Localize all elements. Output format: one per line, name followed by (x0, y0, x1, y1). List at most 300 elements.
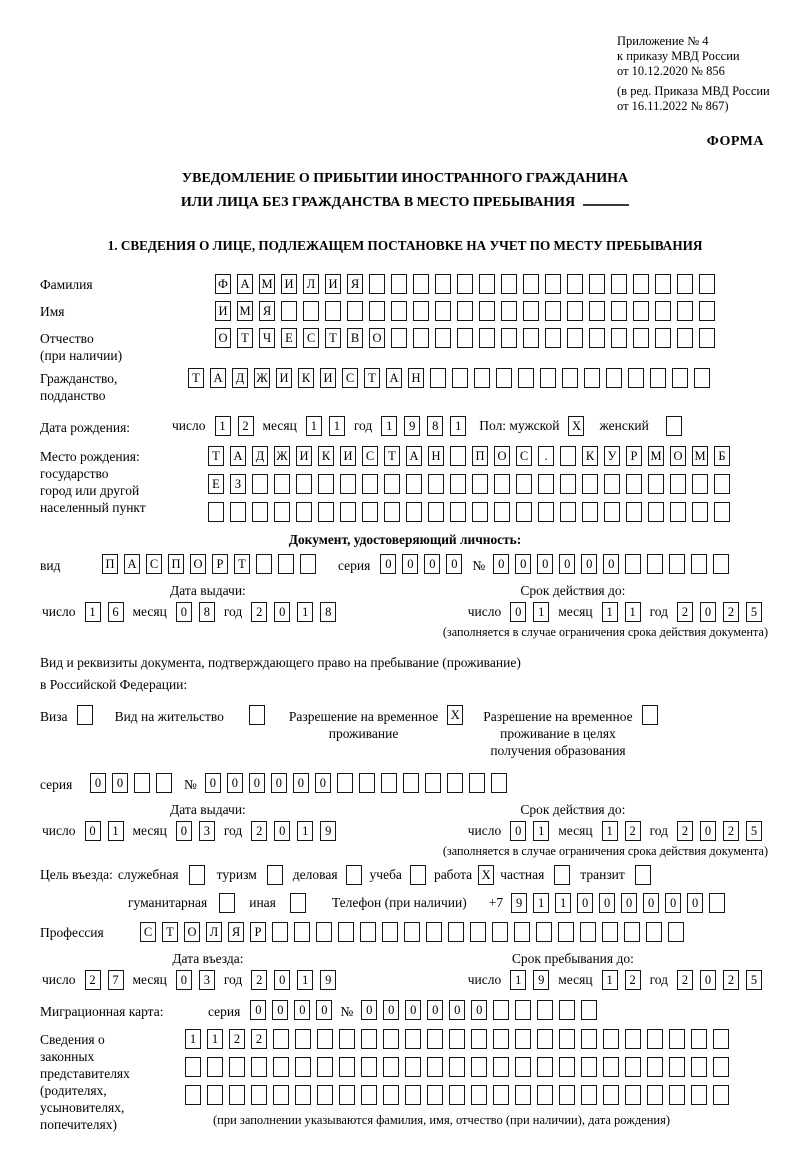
char-cell[interactable] (713, 554, 729, 574)
char-cell[interactable] (384, 502, 400, 522)
char-cell[interactable]: 1 (555, 893, 571, 913)
char-cell[interactable] (428, 474, 444, 494)
char-cell[interactable] (471, 1029, 487, 1049)
char-cell[interactable]: Т (237, 328, 253, 348)
char-cell[interactable]: 0 (90, 773, 106, 793)
char-cell[interactable] (359, 773, 375, 793)
char-cell[interactable]: 1 (215, 416, 231, 436)
char-cell[interactable] (317, 1029, 333, 1049)
char-cell[interactable] (470, 922, 486, 942)
char-cell[interactable]: 2 (677, 602, 693, 622)
char-cell[interactable] (567, 328, 583, 348)
char-cell[interactable]: 0 (621, 893, 637, 913)
char-cell[interactable] (427, 1085, 443, 1105)
char-cell[interactable]: И (340, 446, 356, 466)
char-cell[interactable] (457, 328, 473, 348)
char-cell[interactable] (251, 1057, 267, 1077)
char-cell[interactable]: 0 (515, 554, 531, 574)
char-cell[interactable]: 1 (297, 602, 313, 622)
char-cell[interactable] (624, 922, 640, 942)
char-cell[interactable] (516, 474, 532, 494)
char-cell[interactable] (625, 554, 641, 574)
char-cell[interactable] (405, 1057, 421, 1077)
char-cell[interactable]: 1 (533, 893, 549, 913)
char-cell[interactable] (156, 773, 172, 793)
char-cell[interactable] (603, 1057, 619, 1077)
char-cell[interactable]: 2 (251, 1029, 267, 1049)
char-cell[interactable] (256, 554, 272, 574)
char-cell[interactable]: 1 (602, 602, 618, 622)
char-cell[interactable] (501, 301, 517, 321)
char-cell[interactable] (346, 865, 362, 885)
char-cell[interactable]: З (230, 474, 246, 494)
char-cell[interactable] (450, 502, 466, 522)
char-cell[interactable] (709, 893, 725, 913)
char-cell[interactable]: 0 (471, 1000, 487, 1020)
char-cell[interactable] (515, 1057, 531, 1077)
char-cell[interactable] (647, 554, 663, 574)
char-cell[interactable] (699, 301, 715, 321)
char-cell[interactable] (339, 1029, 355, 1049)
char-cell[interactable]: 0 (274, 602, 290, 622)
char-cell[interactable]: Ф (215, 274, 231, 294)
char-cell[interactable] (635, 865, 651, 885)
char-cell[interactable]: С (516, 446, 532, 466)
char-cell[interactable]: 0 (559, 554, 575, 574)
char-cell[interactable] (391, 328, 407, 348)
char-cell[interactable] (185, 1085, 201, 1105)
char-cell[interactable]: О (184, 922, 200, 942)
char-cell[interactable]: И (281, 274, 297, 294)
char-cell[interactable]: Е (208, 474, 224, 494)
char-cell[interactable] (628, 368, 644, 388)
char-cell[interactable] (537, 1029, 553, 1049)
char-cell[interactable] (538, 502, 554, 522)
char-cell[interactable]: 5 (746, 970, 762, 990)
char-cell[interactable] (626, 502, 642, 522)
char-cell[interactable] (633, 301, 649, 321)
char-cell[interactable] (382, 922, 398, 942)
char-cell[interactable]: Р (626, 446, 642, 466)
char-cell[interactable]: Ж (274, 446, 290, 466)
char-cell[interactable] (650, 368, 666, 388)
char-cell[interactable]: 8 (427, 416, 443, 436)
char-cell[interactable] (633, 328, 649, 348)
char-cell[interactable] (457, 274, 473, 294)
char-cell[interactable] (494, 474, 510, 494)
char-cell[interactable] (581, 1057, 597, 1077)
char-cell[interactable] (642, 705, 658, 725)
char-cell[interactable] (540, 368, 556, 388)
char-cell[interactable]: Л (303, 274, 319, 294)
char-cell[interactable] (251, 1085, 267, 1105)
char-cell[interactable]: Ч (259, 328, 275, 348)
char-cell[interactable]: Т (234, 554, 250, 574)
char-cell[interactable]: Т (188, 368, 204, 388)
char-cell[interactable] (496, 368, 512, 388)
char-cell[interactable]: 0 (510, 821, 526, 841)
char-cell[interactable]: С (303, 328, 319, 348)
char-cell[interactable] (692, 502, 708, 522)
char-cell[interactable] (316, 922, 332, 942)
char-cell[interactable] (523, 328, 539, 348)
char-cell[interactable] (450, 446, 466, 466)
char-cell[interactable] (559, 1029, 575, 1049)
char-cell[interactable] (383, 1085, 399, 1105)
char-cell[interactable] (294, 922, 310, 942)
char-cell[interactable]: 2 (85, 970, 101, 990)
char-cell[interactable] (274, 502, 290, 522)
char-cell[interactable] (602, 922, 618, 942)
char-cell[interactable] (450, 474, 466, 494)
char-cell[interactable] (494, 502, 510, 522)
char-cell[interactable] (338, 922, 354, 942)
char-cell[interactable] (560, 446, 576, 466)
char-cell[interactable]: А (230, 446, 246, 466)
char-cell[interactable] (581, 1000, 597, 1020)
char-cell[interactable] (691, 1029, 707, 1049)
char-cell[interactable]: 0 (581, 554, 597, 574)
char-cell[interactable] (691, 1057, 707, 1077)
char-cell[interactable] (691, 1085, 707, 1105)
char-cell[interactable]: 0 (493, 554, 509, 574)
char-cell[interactable]: 0 (603, 554, 619, 574)
char-cell[interactable]: А (210, 368, 226, 388)
char-cell[interactable]: 2 (677, 821, 693, 841)
char-cell[interactable] (582, 474, 598, 494)
char-cell[interactable] (672, 368, 688, 388)
char-cell[interactable] (648, 502, 664, 522)
char-cell[interactable]: М (237, 301, 253, 321)
char-cell[interactable] (611, 301, 627, 321)
char-cell[interactable] (603, 1085, 619, 1105)
char-cell[interactable] (523, 301, 539, 321)
char-cell[interactable] (648, 474, 664, 494)
char-cell[interactable] (589, 328, 605, 348)
char-cell[interactable] (562, 368, 578, 388)
char-cell[interactable]: И (215, 301, 231, 321)
char-cell[interactable] (589, 301, 605, 321)
char-cell[interactable] (514, 922, 530, 942)
char-cell[interactable] (435, 301, 451, 321)
char-cell[interactable]: Н (408, 368, 424, 388)
char-cell[interactable] (537, 1085, 553, 1105)
char-cell[interactable]: 1 (185, 1029, 201, 1049)
char-cell[interactable] (457, 301, 473, 321)
char-cell[interactable] (625, 1085, 641, 1105)
char-cell[interactable]: 2 (251, 970, 267, 990)
char-cell[interactable] (189, 865, 205, 885)
char-cell[interactable] (267, 865, 283, 885)
char-cell[interactable] (449, 1057, 465, 1077)
char-cell[interactable] (317, 1085, 333, 1105)
char-cell[interactable]: У (604, 446, 620, 466)
char-cell[interactable] (428, 502, 444, 522)
char-cell[interactable]: 0 (402, 554, 418, 574)
char-cell[interactable]: 0 (383, 1000, 399, 1020)
char-cell[interactable] (405, 1029, 421, 1049)
char-cell[interactable]: 1 (450, 416, 466, 436)
char-cell[interactable] (427, 1057, 443, 1077)
char-cell[interactable] (523, 274, 539, 294)
char-cell[interactable] (647, 1085, 663, 1105)
char-cell[interactable]: 2 (625, 821, 641, 841)
char-cell[interactable] (208, 502, 224, 522)
char-cell[interactable]: 0 (405, 1000, 421, 1020)
char-cell[interactable]: 0 (271, 773, 287, 793)
char-cell[interactable]: 9 (511, 893, 527, 913)
char-cell[interactable]: 0 (250, 1000, 266, 1020)
char-cell[interactable]: В (347, 328, 363, 348)
char-cell[interactable]: Н (428, 446, 444, 466)
char-cell[interactable]: 0 (316, 1000, 332, 1020)
char-cell[interactable] (611, 274, 627, 294)
char-cell[interactable]: 3 (199, 970, 215, 990)
char-cell[interactable] (426, 922, 442, 942)
char-cell[interactable]: 2 (723, 602, 739, 622)
char-cell[interactable] (479, 328, 495, 348)
char-cell[interactable]: 1 (602, 821, 618, 841)
char-cell[interactable]: Т (384, 446, 400, 466)
char-cell[interactable]: О (369, 328, 385, 348)
char-cell[interactable] (625, 1029, 641, 1049)
char-cell[interactable]: А (406, 446, 422, 466)
char-cell[interactable]: 0 (227, 773, 243, 793)
char-cell[interactable] (469, 773, 485, 793)
char-cell[interactable]: 0 (176, 602, 192, 622)
char-cell[interactable] (714, 502, 730, 522)
char-cell[interactable] (516, 502, 532, 522)
char-cell[interactable]: 1 (297, 821, 313, 841)
char-cell[interactable] (518, 368, 534, 388)
char-cell[interactable]: И (320, 368, 336, 388)
char-cell[interactable] (406, 474, 422, 494)
char-cell[interactable] (391, 274, 407, 294)
char-cell[interactable]: М (692, 446, 708, 466)
char-cell[interactable] (337, 773, 353, 793)
char-cell[interactable] (318, 474, 334, 494)
char-cell[interactable] (647, 1057, 663, 1077)
char-cell[interactable] (219, 893, 235, 913)
char-cell[interactable]: 0 (510, 602, 526, 622)
char-cell[interactable]: 1 (533, 602, 549, 622)
char-cell[interactable] (626, 474, 642, 494)
char-cell[interactable]: Л (206, 922, 222, 942)
char-cell[interactable]: 8 (320, 602, 336, 622)
char-cell[interactable]: 0 (294, 1000, 310, 1020)
char-cell[interactable] (493, 1029, 509, 1049)
char-cell[interactable] (134, 773, 150, 793)
char-cell[interactable]: 0 (85, 821, 101, 841)
char-cell[interactable]: 0 (293, 773, 309, 793)
char-cell[interactable]: 1 (108, 821, 124, 841)
char-cell[interactable] (559, 1057, 575, 1077)
char-cell[interactable] (501, 328, 517, 348)
char-cell[interactable] (296, 474, 312, 494)
char-cell[interactable] (536, 922, 552, 942)
char-cell[interactable] (493, 1057, 509, 1077)
char-cell[interactable] (603, 1029, 619, 1049)
char-cell[interactable] (647, 1029, 663, 1049)
char-cell[interactable] (558, 922, 574, 942)
char-cell[interactable] (449, 1085, 465, 1105)
char-cell[interactable]: 0 (274, 821, 290, 841)
char-cell[interactable] (207, 1085, 223, 1105)
char-cell[interactable]: X (447, 705, 463, 725)
char-cell[interactable] (491, 773, 507, 793)
char-cell[interactable] (604, 474, 620, 494)
char-cell[interactable]: Т (364, 368, 380, 388)
char-cell[interactable] (655, 274, 671, 294)
char-cell[interactable]: 1 (329, 416, 345, 436)
char-cell[interactable]: 1 (297, 970, 313, 990)
char-cell[interactable]: 0 (700, 970, 716, 990)
char-cell[interactable] (589, 274, 605, 294)
char-cell[interactable] (669, 1057, 685, 1077)
char-cell[interactable]: Т (162, 922, 178, 942)
char-cell[interactable] (669, 1085, 685, 1105)
char-cell[interactable] (692, 474, 708, 494)
char-cell[interactable] (611, 328, 627, 348)
char-cell[interactable] (317, 1057, 333, 1077)
char-cell[interactable]: 0 (449, 1000, 465, 1020)
char-cell[interactable] (229, 1057, 245, 1077)
char-cell[interactable]: К (582, 446, 598, 466)
char-cell[interactable] (252, 502, 268, 522)
char-cell[interactable]: 9 (533, 970, 549, 990)
char-cell[interactable]: 0 (665, 893, 681, 913)
char-cell[interactable] (295, 1029, 311, 1049)
char-cell[interactable] (714, 474, 730, 494)
char-cell[interactable] (515, 1029, 531, 1049)
char-cell[interactable]: 0 (424, 554, 440, 574)
char-cell[interactable] (281, 301, 297, 321)
char-cell[interactable]: 0 (274, 970, 290, 990)
char-cell[interactable] (694, 368, 710, 388)
char-cell[interactable] (560, 502, 576, 522)
char-cell[interactable]: М (648, 446, 664, 466)
char-cell[interactable]: И (276, 368, 292, 388)
char-cell[interactable] (537, 1057, 553, 1077)
char-cell[interactable] (185, 1057, 201, 1077)
char-cell[interactable] (580, 922, 596, 942)
char-cell[interactable] (413, 328, 429, 348)
char-cell[interactable] (361, 1029, 377, 1049)
char-cell[interactable]: 0 (700, 602, 716, 622)
char-cell[interactable] (300, 554, 316, 574)
char-cell[interactable] (339, 1085, 355, 1105)
char-cell[interactable]: А (124, 554, 140, 574)
char-cell[interactable]: 2 (625, 970, 641, 990)
char-cell[interactable]: С (342, 368, 358, 388)
char-cell[interactable] (229, 1085, 245, 1105)
char-cell[interactable]: 0 (176, 821, 192, 841)
char-cell[interactable]: Р (212, 554, 228, 574)
char-cell[interactable] (278, 554, 294, 574)
char-cell[interactable]: Е (281, 328, 297, 348)
char-cell[interactable] (427, 1029, 443, 1049)
char-cell[interactable]: 2 (229, 1029, 245, 1049)
char-cell[interactable]: Я (259, 301, 275, 321)
char-cell[interactable] (340, 474, 356, 494)
char-cell[interactable] (677, 274, 693, 294)
char-cell[interactable] (340, 502, 356, 522)
char-cell[interactable] (472, 474, 488, 494)
char-cell[interactable]: 9 (320, 821, 336, 841)
char-cell[interactable] (479, 274, 495, 294)
char-cell[interactable] (655, 328, 671, 348)
char-cell[interactable] (361, 1057, 377, 1077)
char-cell[interactable] (545, 301, 561, 321)
char-cell[interactable]: 0 (380, 554, 396, 574)
char-cell[interactable] (670, 474, 686, 494)
char-cell[interactable]: Б (714, 446, 730, 466)
char-cell[interactable]: 0 (577, 893, 593, 913)
char-cell[interactable] (290, 893, 306, 913)
char-cell[interactable]: С (362, 446, 378, 466)
char-cell[interactable] (472, 502, 488, 522)
char-cell[interactable] (360, 922, 376, 942)
char-cell[interactable]: Я (347, 274, 363, 294)
char-cell[interactable] (670, 502, 686, 522)
char-cell[interactable] (713, 1057, 729, 1077)
char-cell[interactable] (545, 274, 561, 294)
char-cell[interactable] (625, 1057, 641, 1077)
char-cell[interactable]: 1 (533, 821, 549, 841)
char-cell[interactable] (582, 502, 598, 522)
char-cell[interactable]: О (215, 328, 231, 348)
char-cell[interactable]: С (146, 554, 162, 574)
char-cell[interactable] (381, 773, 397, 793)
char-cell[interactable] (545, 328, 561, 348)
char-cell[interactable] (406, 502, 422, 522)
char-cell[interactable]: И (296, 446, 312, 466)
char-cell[interactable] (449, 1029, 465, 1049)
char-cell[interactable]: 2 (723, 821, 739, 841)
char-cell[interactable]: 6 (108, 602, 124, 622)
char-cell[interactable]: 7 (108, 970, 124, 990)
char-cell[interactable]: 2 (723, 970, 739, 990)
char-cell[interactable] (559, 1085, 575, 1105)
char-cell[interactable] (584, 368, 600, 388)
char-cell[interactable]: 0 (112, 773, 128, 793)
char-cell[interactable] (325, 301, 341, 321)
char-cell[interactable] (655, 301, 671, 321)
char-cell[interactable] (369, 274, 385, 294)
char-cell[interactable] (493, 1085, 509, 1105)
char-cell[interactable] (249, 705, 265, 725)
char-cell[interactable]: Ж (254, 368, 270, 388)
char-cell[interactable] (474, 368, 490, 388)
char-cell[interactable] (362, 502, 378, 522)
char-cell[interactable] (668, 922, 684, 942)
char-cell[interactable]: 0 (599, 893, 615, 913)
char-cell[interactable]: 1 (602, 970, 618, 990)
char-cell[interactable]: 1 (85, 602, 101, 622)
char-cell[interactable] (537, 1000, 553, 1020)
char-cell[interactable] (413, 274, 429, 294)
char-cell[interactable] (383, 1057, 399, 1077)
char-cell[interactable] (347, 301, 363, 321)
char-cell[interactable] (404, 922, 420, 942)
char-cell[interactable] (207, 1057, 223, 1077)
char-cell[interactable]: 8 (199, 602, 215, 622)
char-cell[interactable]: К (298, 368, 314, 388)
char-cell[interactable] (538, 474, 554, 494)
char-cell[interactable]: 1 (381, 416, 397, 436)
char-cell[interactable] (559, 1000, 575, 1020)
char-cell[interactable] (274, 474, 290, 494)
